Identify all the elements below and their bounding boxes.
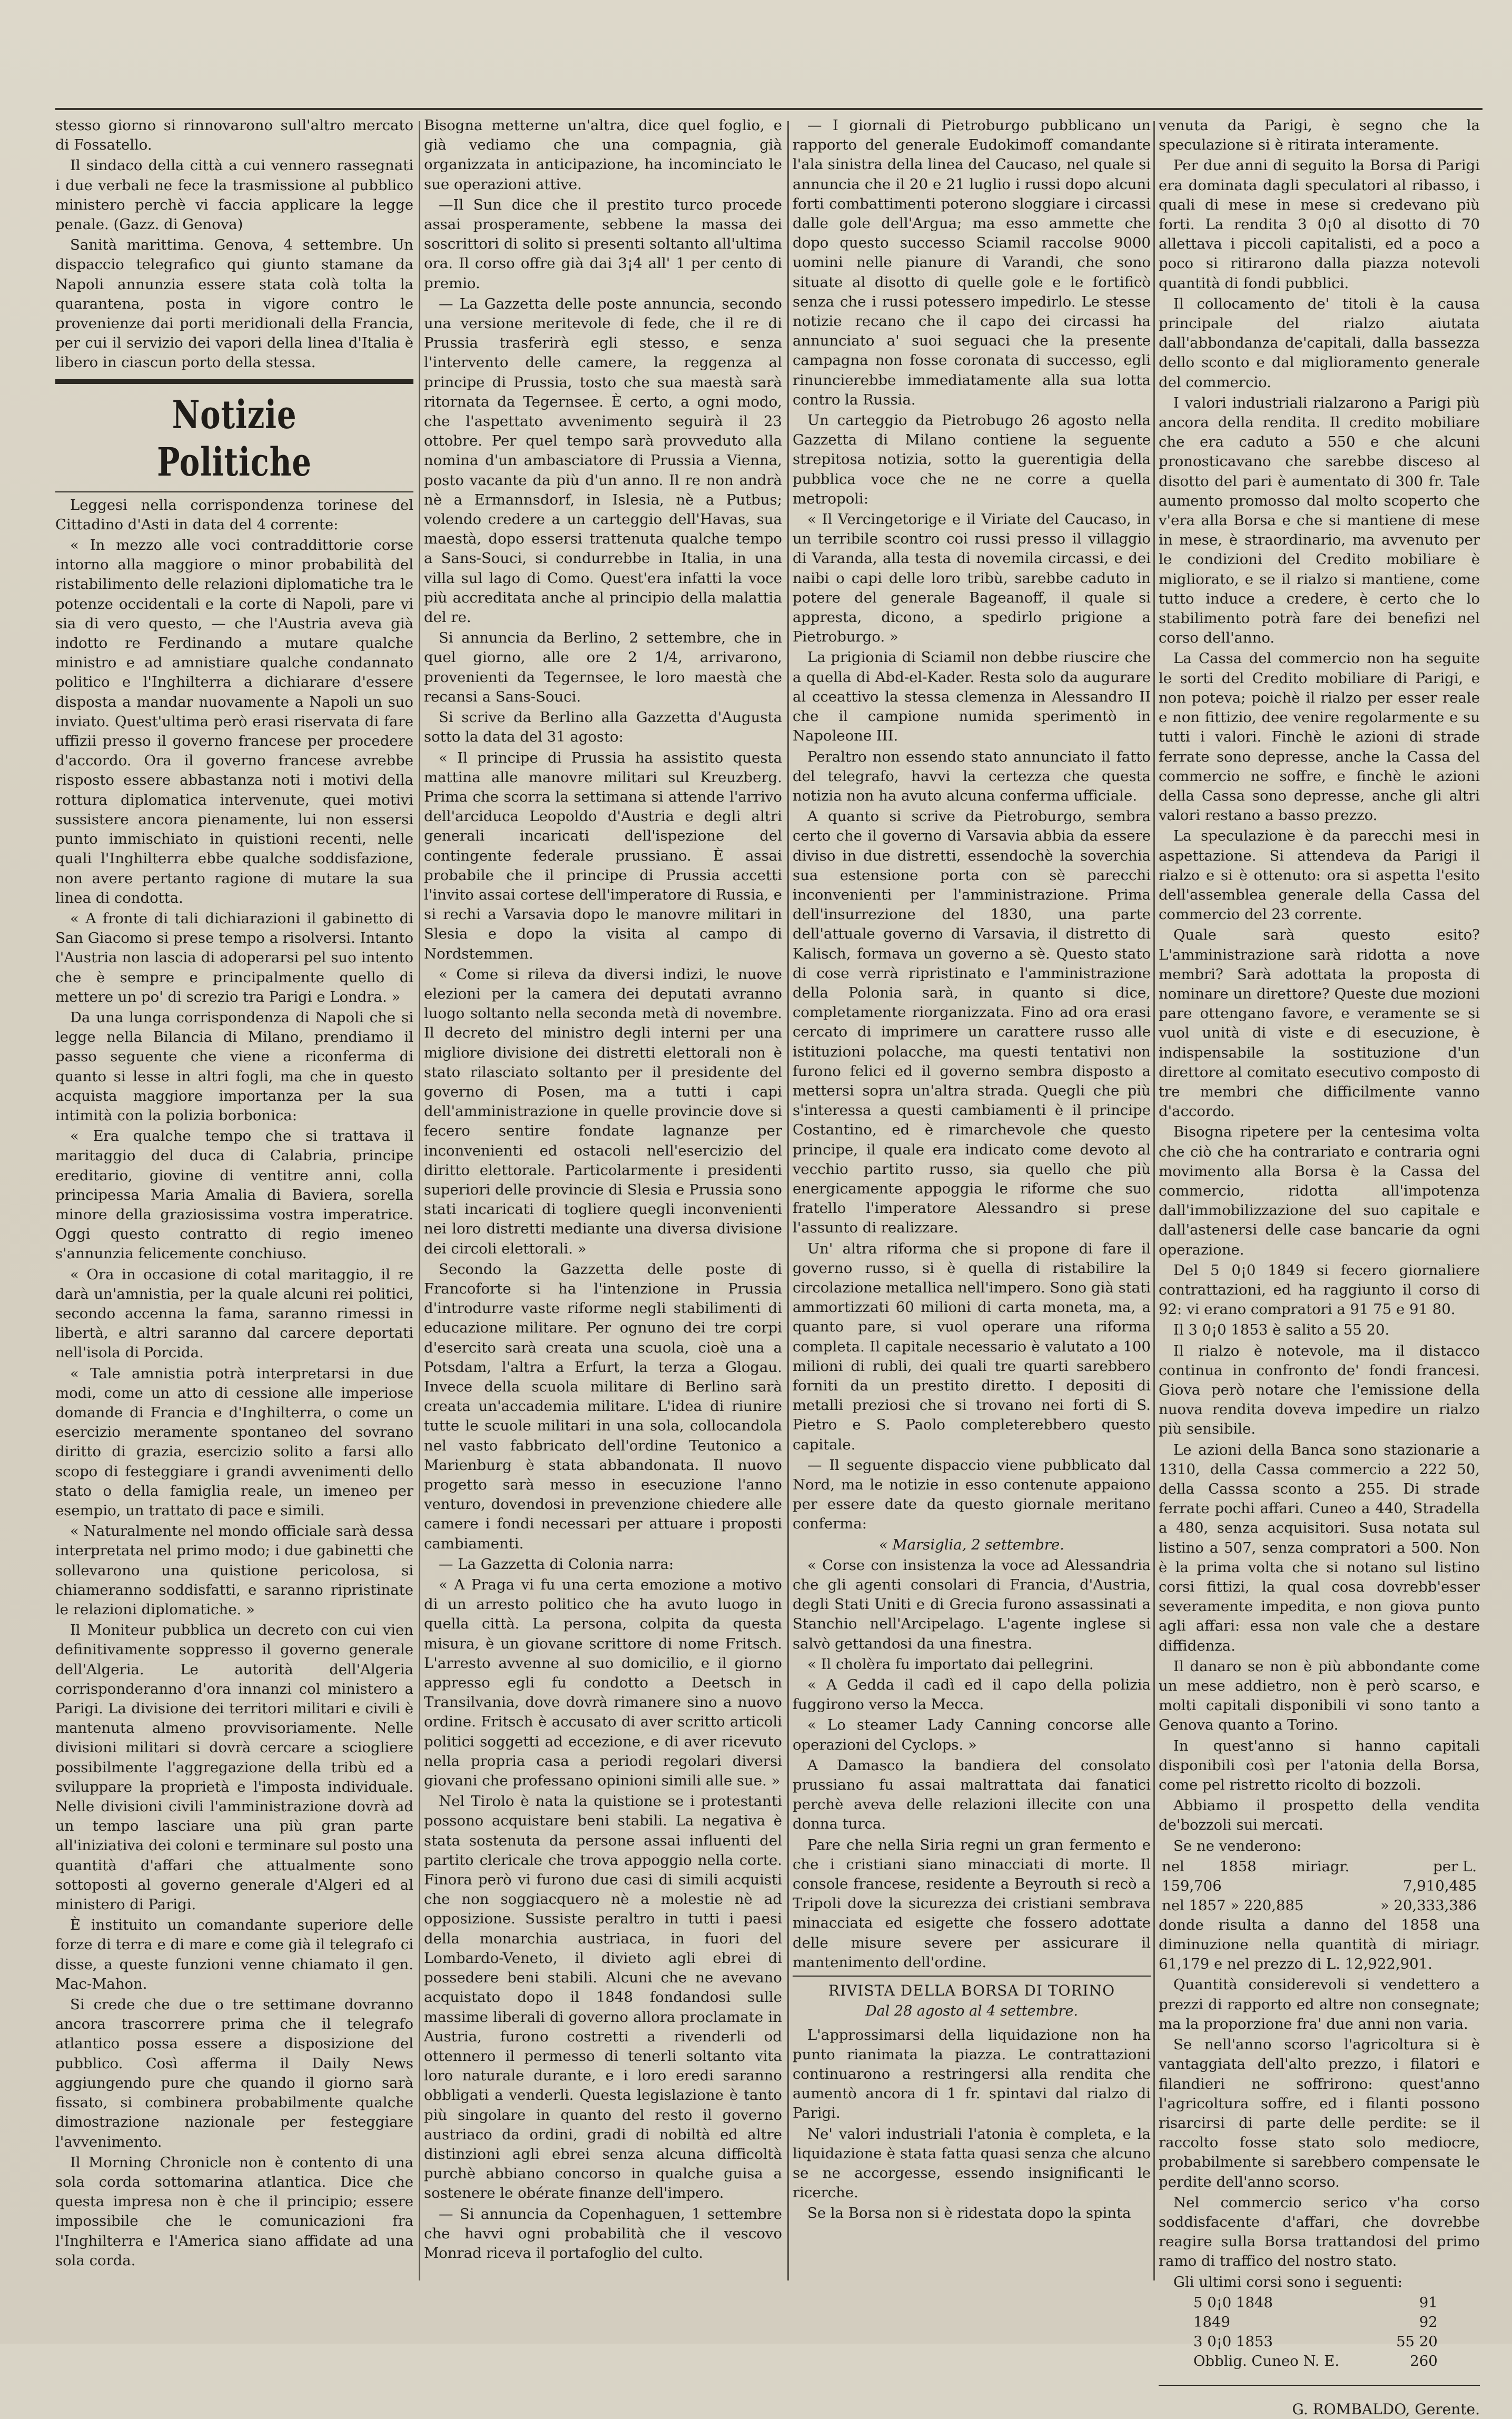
paragraph: Il collocamento de' titoli è la causa principale del rialzo aiutata dall'abbondanza de'capitali, dalla bassezza dello sconto e dal miglioramento generale del commercio. <box>1159 295 1480 391</box>
paragraph: È instituito un comandante superiore delle forze di terra e di mare e come già il telegrafo ci disse, a queste funzioni venne chiamato il gen. Mac-Mahon. <box>55 1917 413 1992</box>
paragraph: « A Gedda il cadì ed il capo della polizia fuggirono verso la Mecca. <box>793 1676 1151 1713</box>
signature: G. ROMBALDO, Gerente. <box>1292 2400 1480 2418</box>
section-rule <box>55 379 413 384</box>
paragraph: La prigionia di Sciamil non debbe riuscire che a quella di Abd-el-Kader. Resta solo da augurare al cceattivo la stessa clemenza in Alessandro II che il campione numida sperimentò in Napoleone III. <box>793 649 1151 745</box>
paragraph: Quantità considerevoli si vendettero a prezzi di rapporto ed altre non consegnate; ma la proporzione fra' due anni non varia. <box>1159 1976 1480 2032</box>
paragraph: Leggesi nella corrispondenza torinese del Cittadino d'Asti in data del 4 corrente: <box>55 496 413 533</box>
table-row <box>1190 2293 1441 2313</box>
paragraph: donde risulta a danno del 1858 una diminuzione nella quantità di miriagr. 61,179 e nel prezzo di L. 12,922,901. <box>1159 1916 1480 1973</box>
paragraph: Il sindaco della città a cui vennero rassegnati i due verbali ne fece la trasmissione al pubblico ministero perchè vi faccia applicare la legge penale. (Gazz. di Genova) <box>55 157 413 233</box>
sales-table <box>1159 1857 1480 1916</box>
paragraph: Gli ultimi corsi sono i seguenti: <box>1173 2273 1403 2290</box>
paragraph: Sanità marittima. Genova, 4 settembre. Un dispaccio telegrafico qui giunto stamane da Napoli annunzia essere stata colà tolta la quarantena, posta in vigore contro le provenienze dai porti meridionali della Francia, per cui il servizio dei vapori della linea d'Italia è libero in ciascun porto della stessa. <box>55 236 413 371</box>
paragraph: Da una lunga corrispondenza di Napoli che si legge nella Bilancia di Milano, prendiamo il passo seguente che viene a riconferma di quanto si lesse in altri fogli, ma che in questo acquista maggiore importanza per la sua intimità con la polizia borbonica: <box>55 1009 413 1124</box>
table-row <box>1159 1857 1480 1896</box>
column-rule-1 <box>419 121 420 2280</box>
section-heading: Notizie Politiche <box>157 392 312 485</box>
paragraph: I valori industriali rialzarono a Parigi più ancora della rendita. Il credito mobiliare che era caduto a 550 e che alcuni pronosticavano che sarebbe disceso al disotto del pari è aumentato di 300 fr. Tale aumento promosso dal molto scoperto che v'era alla Borsa e che si mantiene di mese in mese, è straordinario, ma avvenuto per le condizioni del Credito mobiliare è migliorato, e se il rialzo si mantiene, come tutto induce a credere, è certo che lo stabilimento potrà fare dei benefizi nel corso dell'anno. <box>1159 394 1480 647</box>
paragraph: « Corse con insistenza la voce ad Alessandria che gli agenti consolari di Francia, d'Austria, degli Stati Uniti e di Grecia furono assassinati a Stanchio nell'Arcipelago. L'agente inglese si salvò gettandosi da una finestra. <box>793 1556 1151 1652</box>
section-title: RIVISTA DELLA BORSA DI TORINO <box>828 1982 1115 2000</box>
paragraph: « Il principe di Prussia ha assistito questa mattina alle manovre militari sul Kreuzberg. Prima che scorra la settimana si attende l'arrivo dell'arciduca Leopoldo d'Austria e degli altri generali incaricati dell'ispezione del contingente federale prussiano. È assai probabile che il principe di Prussia accetti l'invito assai cortese dell'imperatore di Russia, e si rechi a Varsavia dopo le manovre militari in Slesia e dopo la visita al campo di Nordstemmen. <box>424 749 782 962</box>
column-3 <box>793 116 1151 2291</box>
paragraph: « Ora in occasione di cotal maritaggio, il re darà un'amnistia, per la quale alcuni rei politici, secondo accenna la fama, saranno rimessi in libertà, e altri saranno dal carcere deportati nell'isola di Porcida. <box>55 1266 413 1361</box>
table-row <box>1190 2352 1441 2371</box>
paragraph: — La Gazzetta di Colonia narra: <box>439 1555 674 1573</box>
paragraph: « Il Vercingetorige e il Viriate del Caucaso, in un terribile scontro coi russi presso il villaggio di Varanda, alla testa di novemila circassi, e dei naibi o capi delle loro tribù, sarebbe caduto in potere del generale Bageanoff, il quale si appresta, dicono, a spedirlo prigione a Pietroburgo. » <box>793 511 1151 646</box>
dateline: « Marsiglia, 2 settembre. <box>878 1536 1065 1553</box>
table-cell: per L. 7,910,485 <box>1403 1858 1477 1894</box>
paragraph: Peraltro non essendo stato annunciato il fatto del telegrafo, havvi la certezza che questa notizia non ha avuto alcuna conferma ufficiale. <box>793 748 1151 804</box>
paragraph: Abbiamo il prospetto della vendita de'bozzoli sui mercati. <box>1159 1797 1480 1834</box>
paragraph: stesso giorno si rinnovarono sull'altro mercato di Fossatello. <box>55 117 413 154</box>
column-4 <box>1159 116 1480 2418</box>
table-cell: 5 0¡0 1848 <box>1193 2294 1273 2311</box>
table-cell: 92 <box>1419 2313 1438 2331</box>
paragraph: — Si annuncia da Copenhaguen, 1 settembre che havvi ogni probabilità che il vescovo Monrad riceva il portafoglio del culto. <box>424 2205 782 2262</box>
table-cell: 1849 <box>1193 2313 1230 2331</box>
table-row <box>1159 1896 1480 1916</box>
paragraph: — I giornali di Pietroburgo pubblicano un rapporto del generale Eudokimoff comandante l'ala sinistra della linea del Caucaso, nel quale si annuncia che il 20 e 21 luglio i russi dopo alcuni forti combattimenti poterono sloggiare i circassi dalle gole dell'Argua; ma esso ammette che dopo questo successo Sciamil raccolse 9000 uomini nelle pianure di Varandi, che sono situate al disotto di quelle gole e le fortificò senza che i russi potessero impedirlo. Le stesse notizie recano che il capo dei circassi ha annunciato a' suoi seguaci che la presente campagna non fosse coronata di successo, egli rinuncierebbe immediatamente alla sua lotta contro la Russia. <box>793 117 1151 408</box>
paragraph: Nel commercio serico v'ha corso soddisfacente d'affari, che dovrebbe reagire sulla Borsa trattandosi del primo ramo di traffico del nostro stato. <box>1159 2194 1480 2270</box>
paragraph: Pare che nella Siria regni un gran fermento e che i cristiani siano minacciati di morte. Il console francese, residente a Beyrouth si recò a Tripoli dove la sicurezza dei cristiani sembrava minacciata ed esigette che fossero adottate delle misure severe per assicurare il mantenimento dell'ordine. <box>793 1836 1151 1971</box>
column-rule-2 <box>787 121 789 2280</box>
paragraph: « Naturalmente nel mondo officiale sarà dessa interpretata nel primo modo; i due gabinetti che sollevarono una quistione pericolosa, si chiameranno soddisfatti, e saranno ripristinate le relazioni diplomatiche. » <box>55 1523 413 1618</box>
top-rule <box>55 108 1483 110</box>
paragraph: — Il seguente dispaccio viene pubblicato dal Nord, ma le notizie in esso contenute appaiono per essere date da questo giornale meritano conferma: <box>793 1456 1151 1533</box>
paragraph: Secondo la Gazzetta delle poste di Francoforte si ha l'intenzione in Prussia d'introdurre vaste riforme negli stabilimenti di educazione militare. Per ognuno dei tre corpi d'esercito sarà creata una scuola, cioè una a Potsdam, l'altra a Erfurt, la terza a Glogau. Invece della scuola militare di Berlino sarà creata un'accademia militare. L'idea di riunire tutte le scuole militari in una sola, collocandola nel vasto fabbricato dell'ordine Teutonico a Marienburg è stata abbandonata. Il nuovo progetto sarà messo in esecuzione l'anno venturo, dovendosi in prevenzione chiedere alle camere i fondi necessari per attuare i proposti cambiamenti. <box>424 1260 782 1552</box>
paragraph: Il 3 0¡0 1853 è salito a 55 20. <box>1173 1321 1390 1339</box>
paragraph: Bisogna ripetere per la centesima volta che ciò che ha contrariato e contraria ogni movimento alla Borsa è la Cassa del commercio, ridotta all'impotenza dall'immobilizzazione del suo capitale e dall'astenersi delle case bancarie da ogni operazione. <box>1159 1123 1480 1258</box>
show-through-text <box>32 0 1454 79</box>
paragraph: — La Gazzetta delle poste annuncia, secondo una versione meritevole di fede, che il re di Prussia trasferirà egli stesso, e senza l'intervento delle camere, la reggenza al principe di Prussia, tosto che sua maestà sarà ritornata da Tegernsee. È certo, a ogni modo, che l'aspettato avvenimento seguirà il 23 ottobre. Per quel tempo sarà provveduto alla nomina d'un ambasciatore di Prussia a Vienna, posto vacante da più d'un anno. Il re non andrà nè a Ermannsdorf, in Islesia, nè a Putbus; volendo credere a un carteggio dell'Havas, sua maestà, dopo essersi trattenuta qualche tempo a Sans-Souci, si condurrebbe in Italia, in una villa sul lago di Como. Quest'era infatti la voce più accreditata anche al principio della malattia del re. <box>424 295 782 626</box>
paragraph: A Damasco la bandiera del consolato prussiano fu assai maltrattata dai fanatici perchè aveva delle relazioni illecite con una donna turca. <box>793 1756 1151 1833</box>
paragraph: « Lo steamer Lady Canning concorse alle operazioni del Cyclops. » <box>793 1716 1151 1753</box>
table-cell: nel 1857 » 220,885 <box>1162 1897 1304 1914</box>
paragraph: Quale sarà questo esito? L'amministrazione sarà ridotta a nove membri? Sarà adottata la proposta di nominare un direttore? Queste due mozioni pare ottengano favore, e veramente se si vuol unità di viste e di esecuzione, è indispensabile la sostituzione d'un direttore al comitato esecutivo composto di tre membri che difficilmente vanno d'accordo. <box>1159 926 1480 1120</box>
table-cell: 260 <box>1410 2352 1438 2369</box>
paragraph: Bisogna metterne un'altra, dice quel foglio, e già vediamo che una compagnia, già organizzata in anticipazione, ha incominciato le sue operazioni attive. <box>424 117 782 193</box>
paragraph: Del 5 0¡0 1849 si fecero giornaliere contrattazioni, ed ha raggiunto il corso di 92: vi erano compratori a 91 75 e 91 80. <box>1159 1261 1480 1318</box>
paragraph: A quanto si scrive da Pietroburgo, sembra certo che il governo di Varsavia abbia da essere diviso in due distretti, essendochè la soverchia sua estensione porta con sè parecchi inconvenienti per l'amministrazione. Prima dell'insurrezione del 1830, una parte dell'attuale governo di Varsavia, il distretto di Kalisch, formava un governo a sè. Questo stato di cose verrà ripristinato e l'amministrazione della Polonia sarà, in quanto si dice, completamente riorganizzata. Fino ad ora erasi cercato di imprimere un carattere russo alle istituzioni polacche, ma questi tentativi non furono felici ed il governo sembra disposto a mettersi sopra un'altra strada. Quegli che più s'interessa a questi cambiamenti è il principe Costantino, ed è rimarchevole che questo principe, il quale era indicato come devoto al vecchio partito russo, sia quello che più energicamente appoggia le riforme che suo fratello l'imperatore Alessandro si prese l'assunto di realizzare. <box>793 808 1151 1237</box>
paragraph: —Il Sun dice che il prestito turco procede assai prosperamente, sebbene la massa dei soscrittori di solito si presenti soltanto all'ultima ora. Il corso offre già dai 3¡4 all' 1 per cento di premio. <box>424 196 782 292</box>
paragraph: « Tale amnistia potrà interpretarsi in due modi, come un atto di cessione alle imperiose domande di Francia e d'Inghilterra, o come un esercizio meramente spontaneo del sovrano diritto di grazia, esercizio solito a farsi allo scopo di festeggiare i grandi avvenimenti dello stato o della famiglia reale, un imeneo per esempio, un trattato di pace e simili. <box>55 1365 413 1519</box>
column-2 <box>424 116 782 2291</box>
paragraph: Nel Tirolo è nata la quistione se i protestanti possono acquistare beni stabili. La negativa è stata sostenuta da persone assai influenti del partito clericale che trova appoggio nella corte. Finora però vi furono due casi di simili acquisti che non soggiacquero nè a molestie nè ad opposizione. Sussiste peraltro in tutti i paesi della monarchia austriaca, in fuori del Lombardo-Veneto, il divieto agli ebrei di possedere beni stabili. Alcuni che ne avevano acquistato dopo il 1848 fondandosi sulle massime liberali di governo allora proclamate in Austria, furono costretti a rivenderli od ottennero il permesso di tenerli soltanto vita loro naturale durante, e i loro eredi saranno obbligati a venderli. Questa legislazione è tanto più singolare in quanto del resto il governo austriaco da ordini, gradi di nobiltà ed altre distinzioni agli ebrei senza alcuna difficoltà purchè abbiano concorso in qualche guisa a sostenere le obérate finanze dell'impero. <box>424 1793 782 2202</box>
paragraph: Un' altra riforma che si propone di fare il governo russo, si è quella di ristabilire la circolazione metallica nell'impero. Sono già stati ammortizzati 60 milioni di carta moneta, ma, a quanto pare, si vuol operare una riforma completa. Il capitale necessario è valutato a 100 milioni di rubli, dei quali tre quarti sarebbero forniti da un prestito diretto. I depositi di metalli preziosi che si trovano nei forti di S. Pietro e S. Paolo completerebbero questo capitale. <box>793 1240 1151 1453</box>
column-rule-3 <box>1153 121 1155 2280</box>
section-rule <box>793 1976 1151 1977</box>
section-subtitle: Dal 28 agosto al 4 settembre. <box>865 2003 1079 2020</box>
paragraph: Se ne venderono: <box>1173 1837 1302 1854</box>
paragraph: Per due anni di seguito la Borsa di Parigi era dominata dagli speculatori al ribasso, i quali di mese in mese si credevano più forti. La rendita 3 0¡0 al disotto di 70 allettava i piccoli capitalisti, ed a poco a poco si ritirarono dalla piazza notevoli quantità di fondi pubblici. <box>1159 157 1480 292</box>
table-row <box>1190 2332 1441 2352</box>
paragraph: « In mezzo alle voci contraddittorie corse intorno alla maggiore o minor probabilità del ristabilimento delle relazioni diplomatiche tra le potenze occidentali e la corte di Napoli, pare vi sia di vero questo, — che l'Austria aveva già indotto re Ferdinando a mutare qualche ministro e ad amnistiare qualche condannato politico e l'Inghilterra a dichiarare d'essere disposta a mandar nuovamente a Napoli un suo inviato. Quest'ultima però erasi riservata di fare uffizii presso il governo francese per procedere d'accordo. Ora il governo francese avrebbe risposto essere abbastanza noti i motivi della rottura diplomatica intervenute, quei motivi sussistere ancora pienamente, lui non essersi punto immischiato in quistioni recenti, nelle quali l'Inghilterra ebbe qualche soddisfazione, non avere pertanto ragione di mutare la sua linea di condotta. <box>55 537 413 906</box>
paragraph: « A fronte di tali dichiarazioni il gabinetto di San Giacomo si prese tempo a risolversi. Intanto l'Austria non lascia di adoperarsi pel suo intento che è sempre e principalmente quello di mettere un po' di screzio tra Parigi e Londra. » <box>55 910 413 1005</box>
paragraph: « Era qualche tempo che si trattava il maritaggio del duca di Calabria, principe ereditario, giovine di ventitre anni, colla principessa Maria Amalia di Baviera, sorella minore della graziosissima vostra imperatrice. Oggi questo contratto di regio imeneo s'annunzia felicemente conchiuso. <box>55 1128 413 1262</box>
paragraph: Ne' valori industriali l'atonia è completa, e la liquidazione è stata fatta quasi senza che alcuno se ne accorgesse, essendo insignificanti le ricerche. <box>793 2125 1151 2201</box>
table-cell: 91 <box>1419 2294 1438 2311</box>
paragraph: Le azioni della Banca sono stazionarie a 1310, della Cassa commercio a 222 50, della Casssa sconto a 255. Di strade ferrate pochi affari. Cuneo a 440, Stradella a 480, senza acquisitori. Susa notata sul listino a 507, senza compratori a 500. Non è la prima volta che si notano sul listino corsi fittizi, la qual cosa dovrebb'esser severamente impedita, e non giova punto agli affari: essa non vale che a destare diffidenza. <box>1159 1441 1480 1654</box>
paragraph: Il danaro se non è più abbondante come un mese addietro, non è però scarso, e molti capitali disponibili vi sono tanto a Genova quanto a Torino. <box>1159 1657 1480 1734</box>
quotes-table <box>1190 2293 1441 2371</box>
paragraph: « Il cholèra fu importato dai pellegrini. <box>807 1655 1094 1673</box>
closing-rule <box>1159 2385 1480 2386</box>
table-cell: » 20,333,386 <box>1380 1897 1477 1914</box>
paragraph: La speculazione è da parecchi mesi in aspettazione. Si attendeva da Parigi il rialzo e si è ottenuto: ora si aspetta l'esito dell'assemblea generale della Cassa del commercio del 23 corrente. <box>1159 827 1480 923</box>
paragraph: Se nell'anno scorso l'agricoltura si è vantaggiata dell'alto prezzo, i filatori e filandieri ne soffrirono: quest'anno l'agricoltura soffre, ed i filanti possono risarcirsi di parte delle perdite: se il raccolto fosse stato solo mediocre, probabilmente si sarebbero compensate le perdite dell'anno scorso. <box>1159 2036 1480 2190</box>
table-cell: 3 0¡0 1853 <box>1193 2333 1273 2350</box>
paragraph: L'approssimarsi della liquidazione non ha punto rianimata la piazza. Le contrattazioni continuarono a restringersi alla rendita che aumentò ancora di 1 fr. spintavi dal rialzo di Parigi. <box>793 2026 1151 2122</box>
paragraph: Il Morning Chronicle non è contento di una sola corda sottomarina atlantica. Dice che questa impresa non è che il principio; essere impossibile che le comunicazioni fra l'Inghilterra e l'America siano affidate ad una sola corda. <box>55 2154 413 2269</box>
paragraph: Se la Borsa non si è ridestata dopo la spinta <box>807 2205 1131 2222</box>
column-1 <box>55 116 413 2291</box>
table-cell: 55 20 <box>1396 2333 1438 2350</box>
table-cell: nel 1858 miriagr. 159,706 <box>1162 1858 1350 1894</box>
heading-rule <box>55 491 413 492</box>
paragraph: Si scrive da Berlino alla Gazzetta d'Augusta sotto la data del 31 agosto: <box>424 709 782 746</box>
table-cell: Obblig. Cuneo N. E. <box>1193 2352 1340 2369</box>
paragraph: In quest'anno si hanno capitali disponibili così per l'atonia della Borsa, come pel ristretto ricolto di bozzoli. <box>1159 1737 1480 1794</box>
paragraph: « Come si rileva da diversi indizi, le nuove elezioni per la camera dei deputati avranno luogo soltanto nella seconda metà di novembre. Il decreto del ministro degli interni per una migliore divisione dei distretti elettorali non è stato rilasciato soltanto per il presidente del governo di Posen, ma a tutti i capi dell'amministrazione in quelle provincie dove si fecero sentire fondate lagnanze per inconvenienti ed ostacoli nell'esercizio del diritto elettorale. Particolarmente i presidenti superiori delle provincie di Slesia e Prussia sono stati incaricati di togliere quegli inconvenienti nei loro distretti mediante una diversa divisione dei circoli elettorali. » <box>424 965 782 1257</box>
paragraph: venuta da Parigi, è segno che la speculazione si è ritirata interamente. <box>1159 117 1480 154</box>
paragraph: Un carteggio da Pietrobugo 26 agosto nella Gazzetta di Milano contiene la seguente strepitosa notizia, sotto la guerentigia della pubblica voce che ne ne corre a quella metropoli: <box>793 412 1151 507</box>
paragraph: Si annuncia da Berlino, 2 settembre, che in quel giorno, alle ore 2 1/4, arrivarono, provenienti da Tegernsee, le loro maestà che recansi a Sans-Souci. <box>424 629 782 705</box>
paragraph: Il rialzo è notevole, ma il distacco continua in confronto de' fondi francesi. Giova però notare che l'emissione della nuova rendita doveva impedire un rialzo più sensibile. <box>1159 1342 1480 1438</box>
paragraph: « A Praga vi fu una certa emozione a motivo di un arresto politico che ha avuto luogo in quella città. La persona, colpita da questa misura, è un giovane scrittore di nome Fritsch. L'arresto avvenne al suo domicilio, e il giorno appresso egli fu condotto a Deetsch in Transilvania, dove dovrà rimanere sino a nuovo ordine. Fritsch è accusato di aver scritto articoli politici soggetti ad eccezione, e di aver ricevuto nella propria casa a periodi regolari diversi giovani che professano opinioni simili alle sue. » <box>424 1576 782 1790</box>
table-row <box>1190 2313 1441 2332</box>
paragraph: Si crede che due o tre settimane dovranno ancora trascorrere prima che il telegrafo atlantico possa essere a disposizione del pubblico. Così afferma il Daily News aggiungendo pure che quando il giorno sarà fissato, si combinera probabilmente qualche dimostrazione nazionale per festeggiare l'avvenimento. <box>55 1996 413 2150</box>
paragraph: Il Moniteur pubblica un decreto con cui vien definitivamente soppresso il governo generale dell'Algeria. Le autorità dell'Algeria corrisponderanno d'ora innanzi col ministero a Parigi. La divisione dei territori militari e civili è mantenuta almeno provvisoriamente. Nelle divisioni militari si dovrà cercare a sciogliere possibilmente l'aggregazione della tribù ed a sviluppare la proprietà e l'imposta individuale. Nelle divisioni civili l'amministrazione dovrà ad un tempo lasciare una più gran parte all'iniziativa dei coloni e terminare sul posto una quantità d'affari che attualmente sono sottoposti al governo generale d'Algeri ed al ministero di Parigi. <box>55 1622 413 1913</box>
paragraph: La Cassa del commercio non ha seguite le sorti del Credito mobiliare di Parigi, e non poteva; poichè il rialzo per esser reale e non fittizio, dee venire regolarmente e su tutti i valori. Finchè le azioni di strade ferrate sono depresse, anche la Cassa del commercio ne soffre, e finchè le azioni della Cassa sono depresse, anche gli altri valori restano a basso prezzo. <box>1159 650 1480 824</box>
